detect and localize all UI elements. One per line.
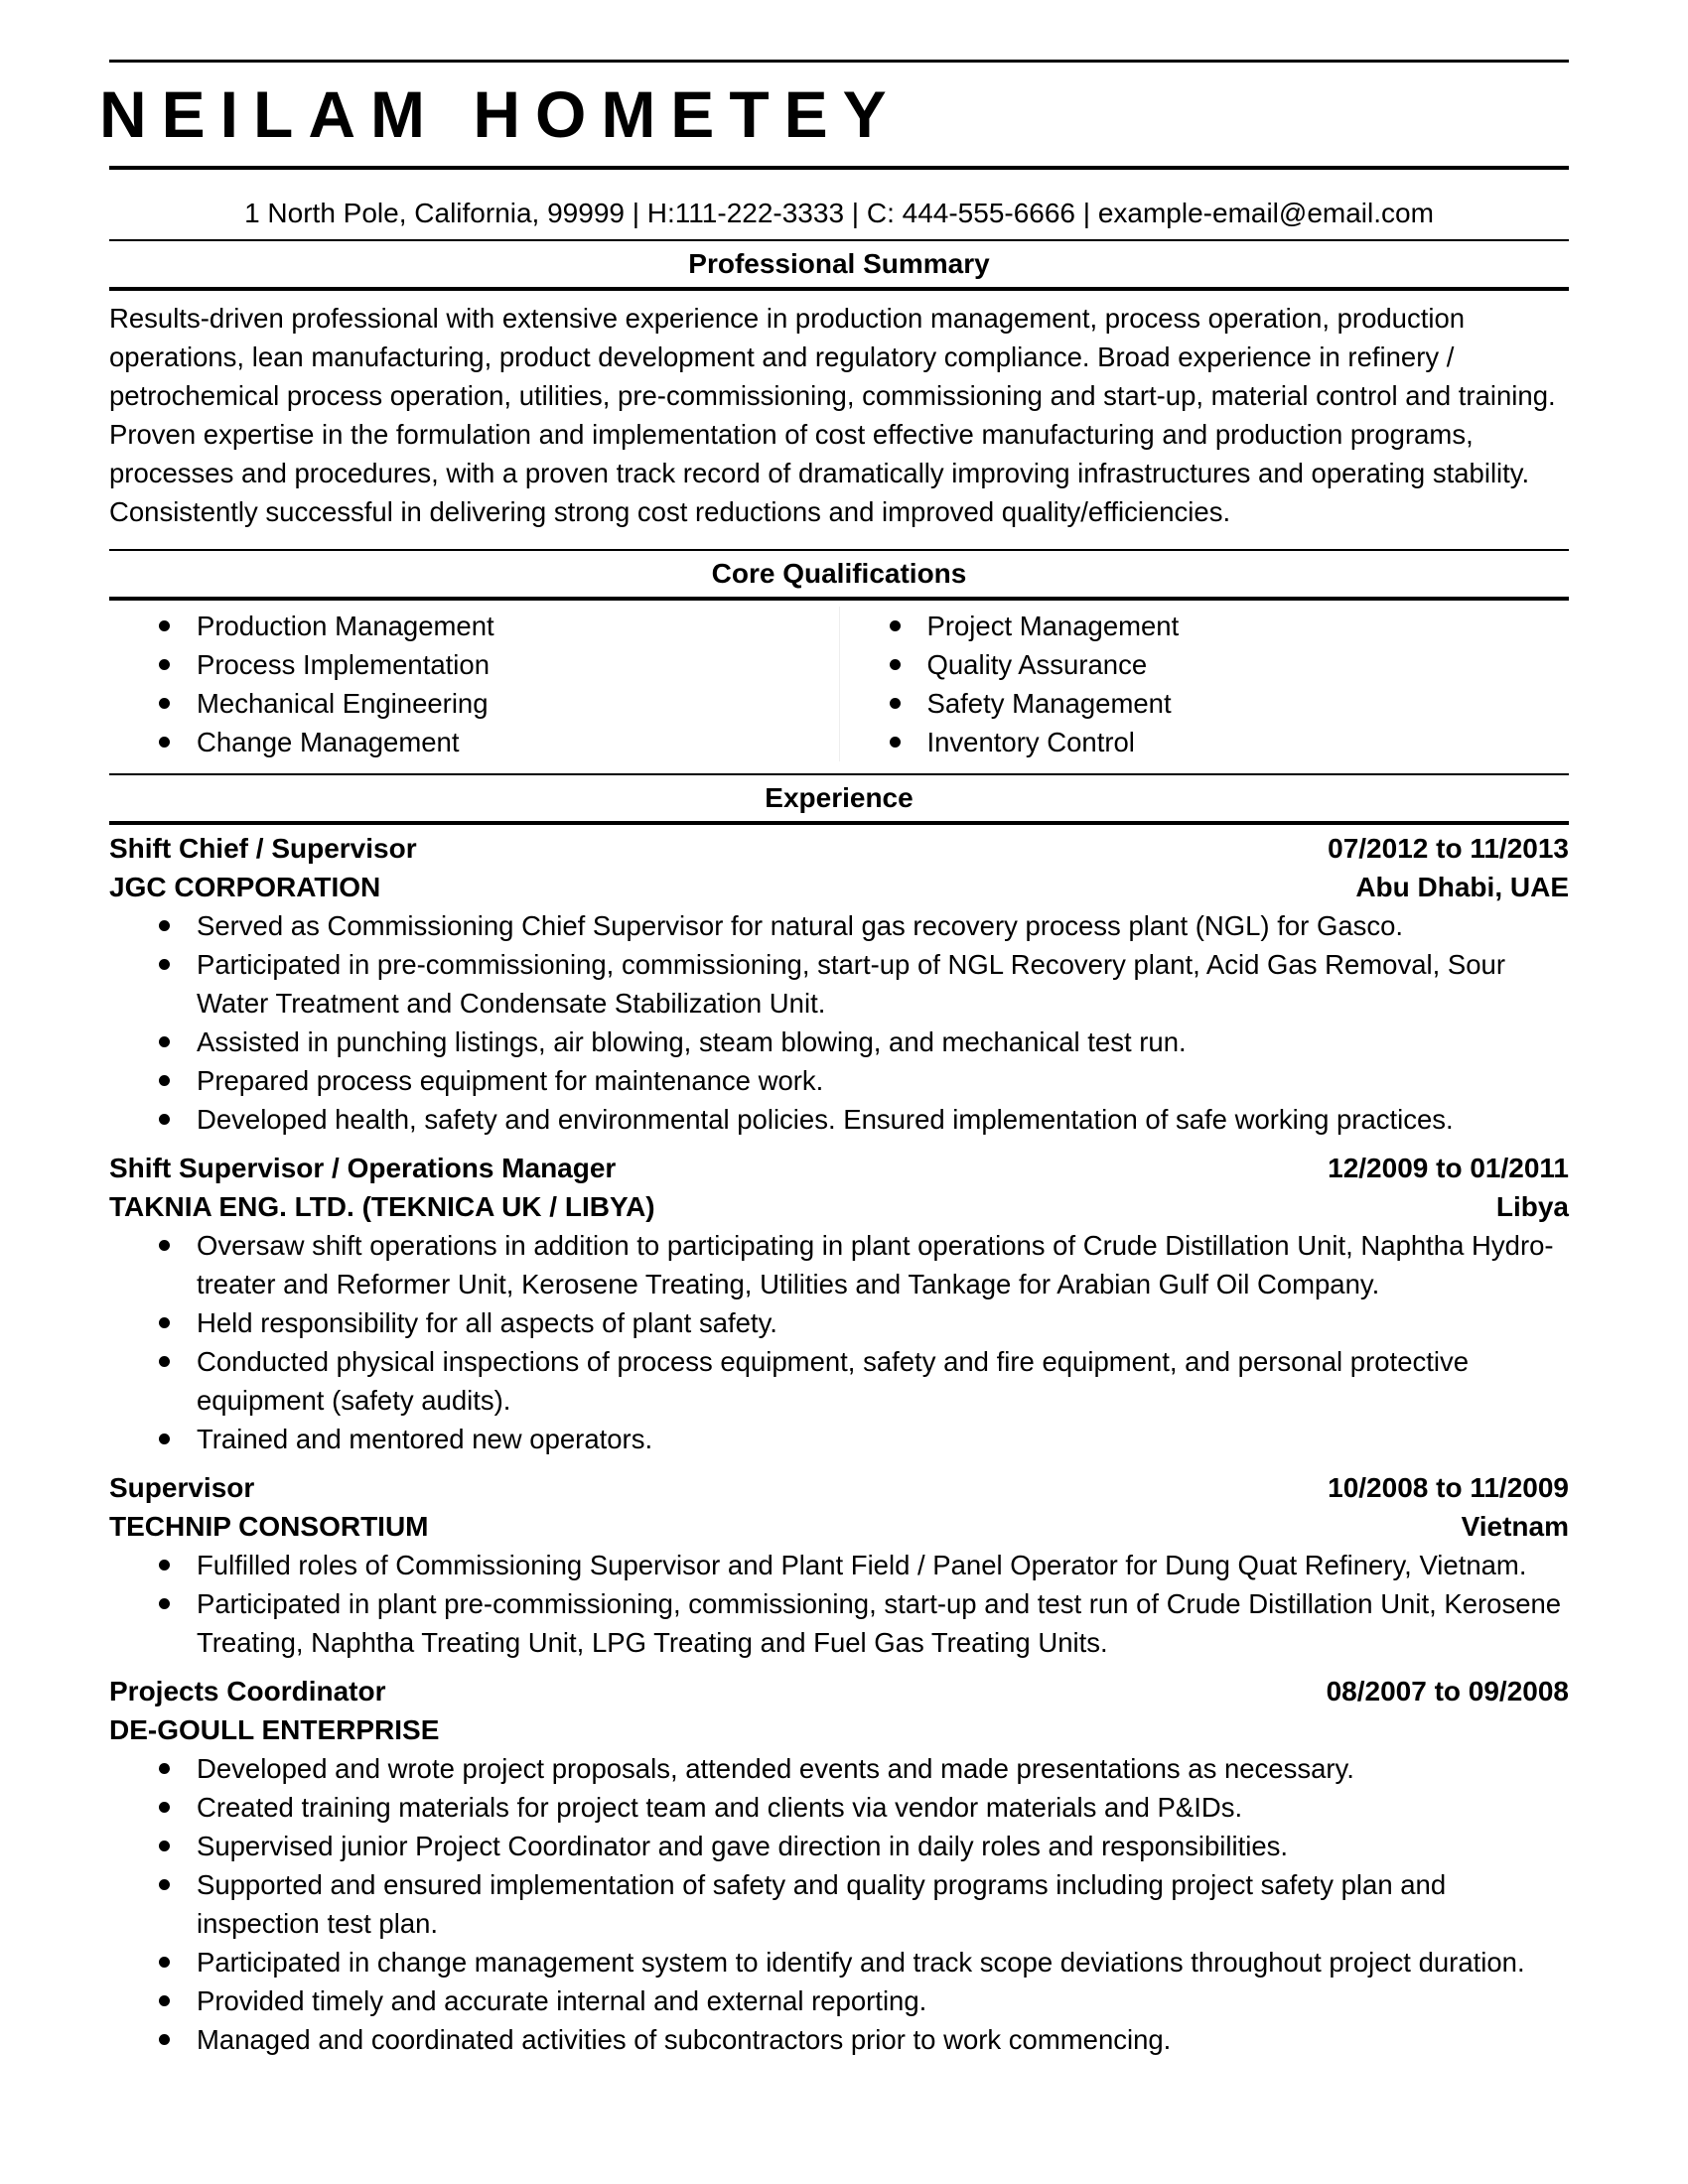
duty-item: Assisted in punching listings, air blowing, steam blowing, and mechanical test run. <box>109 1023 1569 1061</box>
job-duties <box>109 1749 1569 2059</box>
job-company-row <box>109 1187 1569 1226</box>
job-company-row <box>109 1507 1569 1546</box>
job-location: Abu Dhabi, UAE <box>1355 872 1569 902</box>
qualification-item: Inventory Control <box>840 723 1570 761</box>
job-entry <box>109 1149 1569 1458</box>
qualification-item: Production Management <box>109 607 839 645</box>
duty-item: Prepared process equipment for maintenance work. <box>109 1061 1569 1100</box>
qualification-item: Quality Assurance <box>840 645 1570 684</box>
job-company-row <box>109 868 1569 906</box>
qualification-item: Project Management <box>840 607 1570 645</box>
job-company-row <box>109 1710 1569 1749</box>
summary-heading: Professional Summary <box>688 248 990 279</box>
duty-item: Managed and coordinated activities of subcontractors prior to work commencing. <box>109 2020 1569 2059</box>
duty-item: Served as Commissioning Chief Supervisor for natural gas recovery process plant (NGL) for Gasco. <box>109 906 1569 945</box>
job-duties <box>109 906 1569 1139</box>
job-dates: 12/2009 to 01/2011 <box>1328 1153 1569 1183</box>
job-company: JGC CORPORATION <box>109 872 381 902</box>
job-title-row <box>109 1468 1569 1507</box>
duty-item: Supervised junior Project Coordinator and gave direction in daily roles and responsibilities. <box>109 1827 1569 1865</box>
duty-item: Supported and ensured implementation of safety and quality programs including project safety plan and inspection test plan. <box>109 1865 1569 1943</box>
job-dates: 10/2008 to 11/2009 <box>1328 1472 1569 1503</box>
job-duties <box>109 1226 1569 1458</box>
qualification-item: Change Management <box>109 723 839 761</box>
qualifications-right-column <box>839 607 1570 761</box>
duty-item: Developed health, safety and environmental policies. Ensured implementation of safe working practices. <box>109 1100 1569 1139</box>
duty-item: Provided timely and accurate internal and external reporting. <box>109 1981 1569 2020</box>
job-location: Vietnam <box>1461 1511 1569 1542</box>
job-title: Shift Supervisor / Operations Manager <box>109 1153 617 1183</box>
job-entry <box>109 1672 1569 2059</box>
duty-item: Held responsibility for all aspects of plant safety. <box>109 1303 1569 1342</box>
job-title: Supervisor <box>109 1472 255 1503</box>
duty-item: Fulfilled roles of Commissioning Supervisor and Plant Field / Panel Operator for Dung Quat Refinery, Vietnam. <box>109 1546 1569 1584</box>
resume-page <box>99 60 1569 2069</box>
job-company: TECHNIP CONSORTIUM <box>109 1511 429 1542</box>
duty-item: Created training materials for project team and clients via vendor materials and P&IDs. <box>109 1788 1569 1827</box>
summary-bottom-divider <box>109 287 1569 291</box>
qualification-item: Safety Management <box>840 684 1570 723</box>
job-title: Projects Coordinator <box>109 1676 386 1706</box>
job-company: TAKNIA ENG. LTD. (TEKNICA UK / LIBYA) <box>109 1191 655 1222</box>
job-entry <box>109 829 1569 1139</box>
qualifications-heading: Core Qualifications <box>711 558 967 589</box>
duty-item: Participated in plant pre-commissioning, commissioning, start-up and test run of Crude Distillation Unit, Kerosene Treating, Naphtha Treating Unit, LPG Treating and Fuel Gas Treating Units. <box>109 1584 1569 1662</box>
candidate-name: NEILAM HOMETEY <box>99 77 902 151</box>
name-divider <box>109 166 1569 170</box>
duty-item: Trained and mentored new operators. <box>109 1420 1569 1458</box>
job-title-row <box>109 1149 1569 1187</box>
job-company: DE-GOULL ENTERPRISE <box>109 1714 440 1745</box>
job-title-row <box>109 829 1569 868</box>
job-location: Libya <box>1495 1191 1569 1222</box>
job-entry <box>109 1468 1569 1662</box>
job-title-row <box>109 1672 1569 1710</box>
duty-item: Conducted physical inspections of process equipment, safety and fire equipment, and personal protective equipment (safety audits). <box>109 1342 1569 1420</box>
qualifications-bottom-divider <box>109 597 1569 601</box>
duty-item: Participated in pre-commissioning, commissioning, start-up of NGL Recovery plant, Acid Gas Removal, Sour Water Treatment and Condensate Stabilization Unit. <box>109 945 1569 1023</box>
experience-bottom-divider <box>109 821 1569 825</box>
qualification-item: Mechanical Engineering <box>109 684 839 723</box>
duty-item: Developed and wrote project proposals, attended events and made presentations as necessary. <box>109 1749 1569 1788</box>
duty-item: Participated in change management system to identify and track scope deviations throughout project duration. <box>109 1943 1569 1981</box>
qualification-item: Process Implementation <box>109 645 839 684</box>
job-dates: 08/2007 to 09/2008 <box>1326 1676 1569 1706</box>
experience-heading: Experience <box>765 782 914 813</box>
job-dates: 07/2012 to 11/2013 <box>1328 833 1569 864</box>
summary-text: Results-driven professional with extensive experience in production management, process operation, production operations, lean manufacturing, product development and regulatory compliance. Broad experience in refinery / petrochemical process operation, utilities, pre-commissioning, commissioning and start-up, material control and training. Proven expertise in the formulation and implementation of cost effective manufacturing and production programs, processes and procedures, with a proven track record of dramatically improving infrastructures and operating stability. Consistently successful in delivering strong cost reductions and improved quality/efficiencies. <box>109 303 1556 527</box>
job-title: Shift Chief / Supervisor <box>109 833 417 864</box>
qualifications-left-column <box>109 607 839 761</box>
qualifications-list <box>109 607 1569 761</box>
top-divider <box>109 60 1569 63</box>
job-duties <box>109 1546 1569 1662</box>
duty-item: Oversaw shift operations in addition to participating in plant operations of Crude Distillation Unit, Naphtha Hydro-treater and Reformer Unit, Kerosene Treating, Utilities and Tankage for Arabian Gulf Oil Company. <box>109 1226 1569 1303</box>
contact-line: 1 North Pole, California, 99999 | H:111-222-3333 | C: 444-555-6666 | example-email@email.com <box>244 198 1434 228</box>
